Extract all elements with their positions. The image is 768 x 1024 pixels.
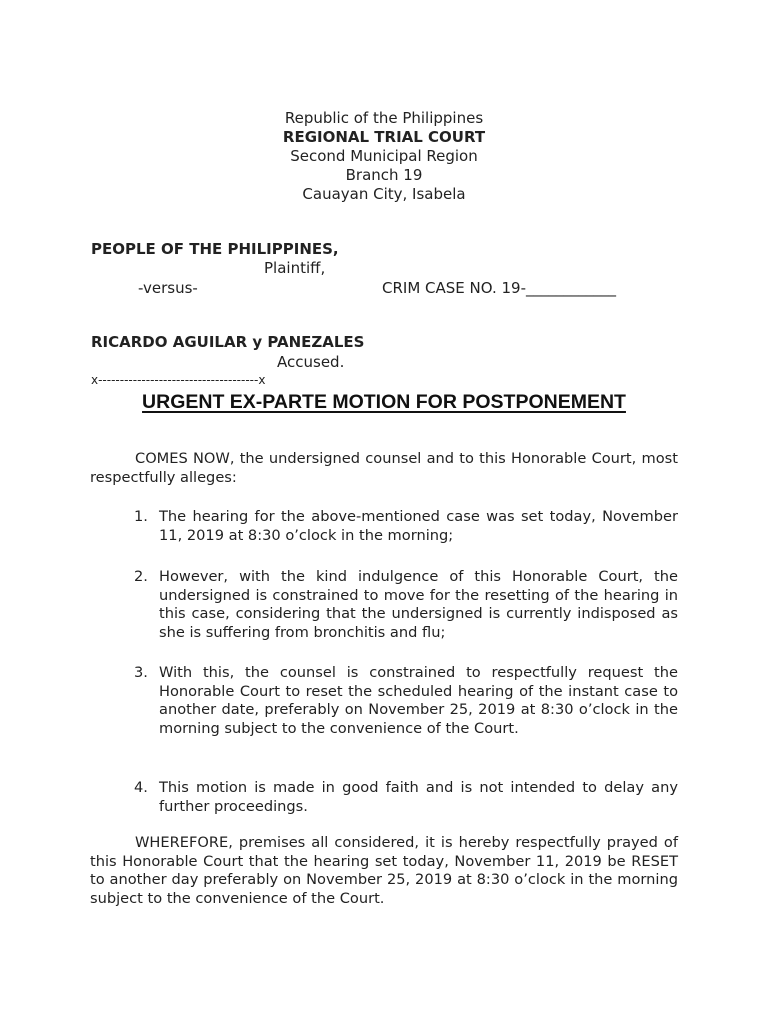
branch-line: Branch 19 <box>345 166 423 184</box>
allegation-list-4 <box>134 779 678 816</box>
item-text: With this, the counsel is constrained to respectfully request the Honorable Court to reset the scheduled hearing of the instant case to another date, preferably on November 25, 2019 at 8:30 o’clock in the morning subject to the convenience of the Court. <box>159 664 678 737</box>
item-number: 3. <box>134 664 148 681</box>
prayer-paragraph: WHEREFORE, premises all considered, it is hereby respectfully prayed of this Honorable Court that the hearing set today, November 11, 2019 be RESET to another day preferably on November 25, 2019 at 8:30 o’clock in the morning subject to the convenience of the Court. <box>90 834 678 907</box>
item-number: 4. <box>134 779 148 796</box>
plaintiff-role: Plaintiff, <box>264 259 326 277</box>
allegation-list-1 <box>134 508 678 545</box>
intro-paragraph: COMES NOW, the undersigned counsel and to this Honorable Court, most respectfully alleges: <box>90 450 678 486</box>
plaintiff-name: PEOPLE OF THE PHILIPPINES, <box>91 240 339 258</box>
item-text: This motion is made in good faith and is not intended to delay any further proceedings. <box>159 779 678 815</box>
court-header <box>0 109 768 204</box>
case-caption <box>91 240 691 390</box>
allegation-list-2 <box>134 568 678 642</box>
item-number: 1. <box>134 508 148 525</box>
allegation-list-3 <box>134 664 678 738</box>
versus-label: -versus- <box>138 279 198 297</box>
court-name: REGIONAL TRIAL COURT <box>282 128 486 146</box>
accused-role: Accused. <box>277 353 345 371</box>
motion-title <box>0 391 768 414</box>
item-number: 2. <box>134 568 148 585</box>
item-text: However, with the kind indulgence of this Honorable Court, the undersigned is constrained to move for the resetting of the hearing in this case, considering that the undersigned is currently indisposed as she is suffering from bronchitis and flu; <box>159 568 678 641</box>
caption-divider: x-------------------------------------x <box>91 373 266 387</box>
accused-name: RICARDO AGUILAR y PANEZALES <box>91 333 365 351</box>
motion-title-text: URGENT EX-PARTE MOTION FOR POSTPONEMENT <box>142 391 626 413</box>
list-item <box>134 779 678 816</box>
region-line: Second Municipal Region <box>290 147 478 165</box>
case-number: CRIM CASE NO. 19-____________ <box>382 279 616 297</box>
republic-line: Republic of the Philippines <box>284 109 484 127</box>
list-item <box>134 568 678 642</box>
city-line: Cauayan City, Isabela <box>302 185 466 203</box>
list-item <box>134 664 678 738</box>
list-item <box>134 508 678 545</box>
item-text: The hearing for the above-mentioned case was set today, November 11, 2019 at 8:30 o’clock in the morning; <box>159 508 678 544</box>
